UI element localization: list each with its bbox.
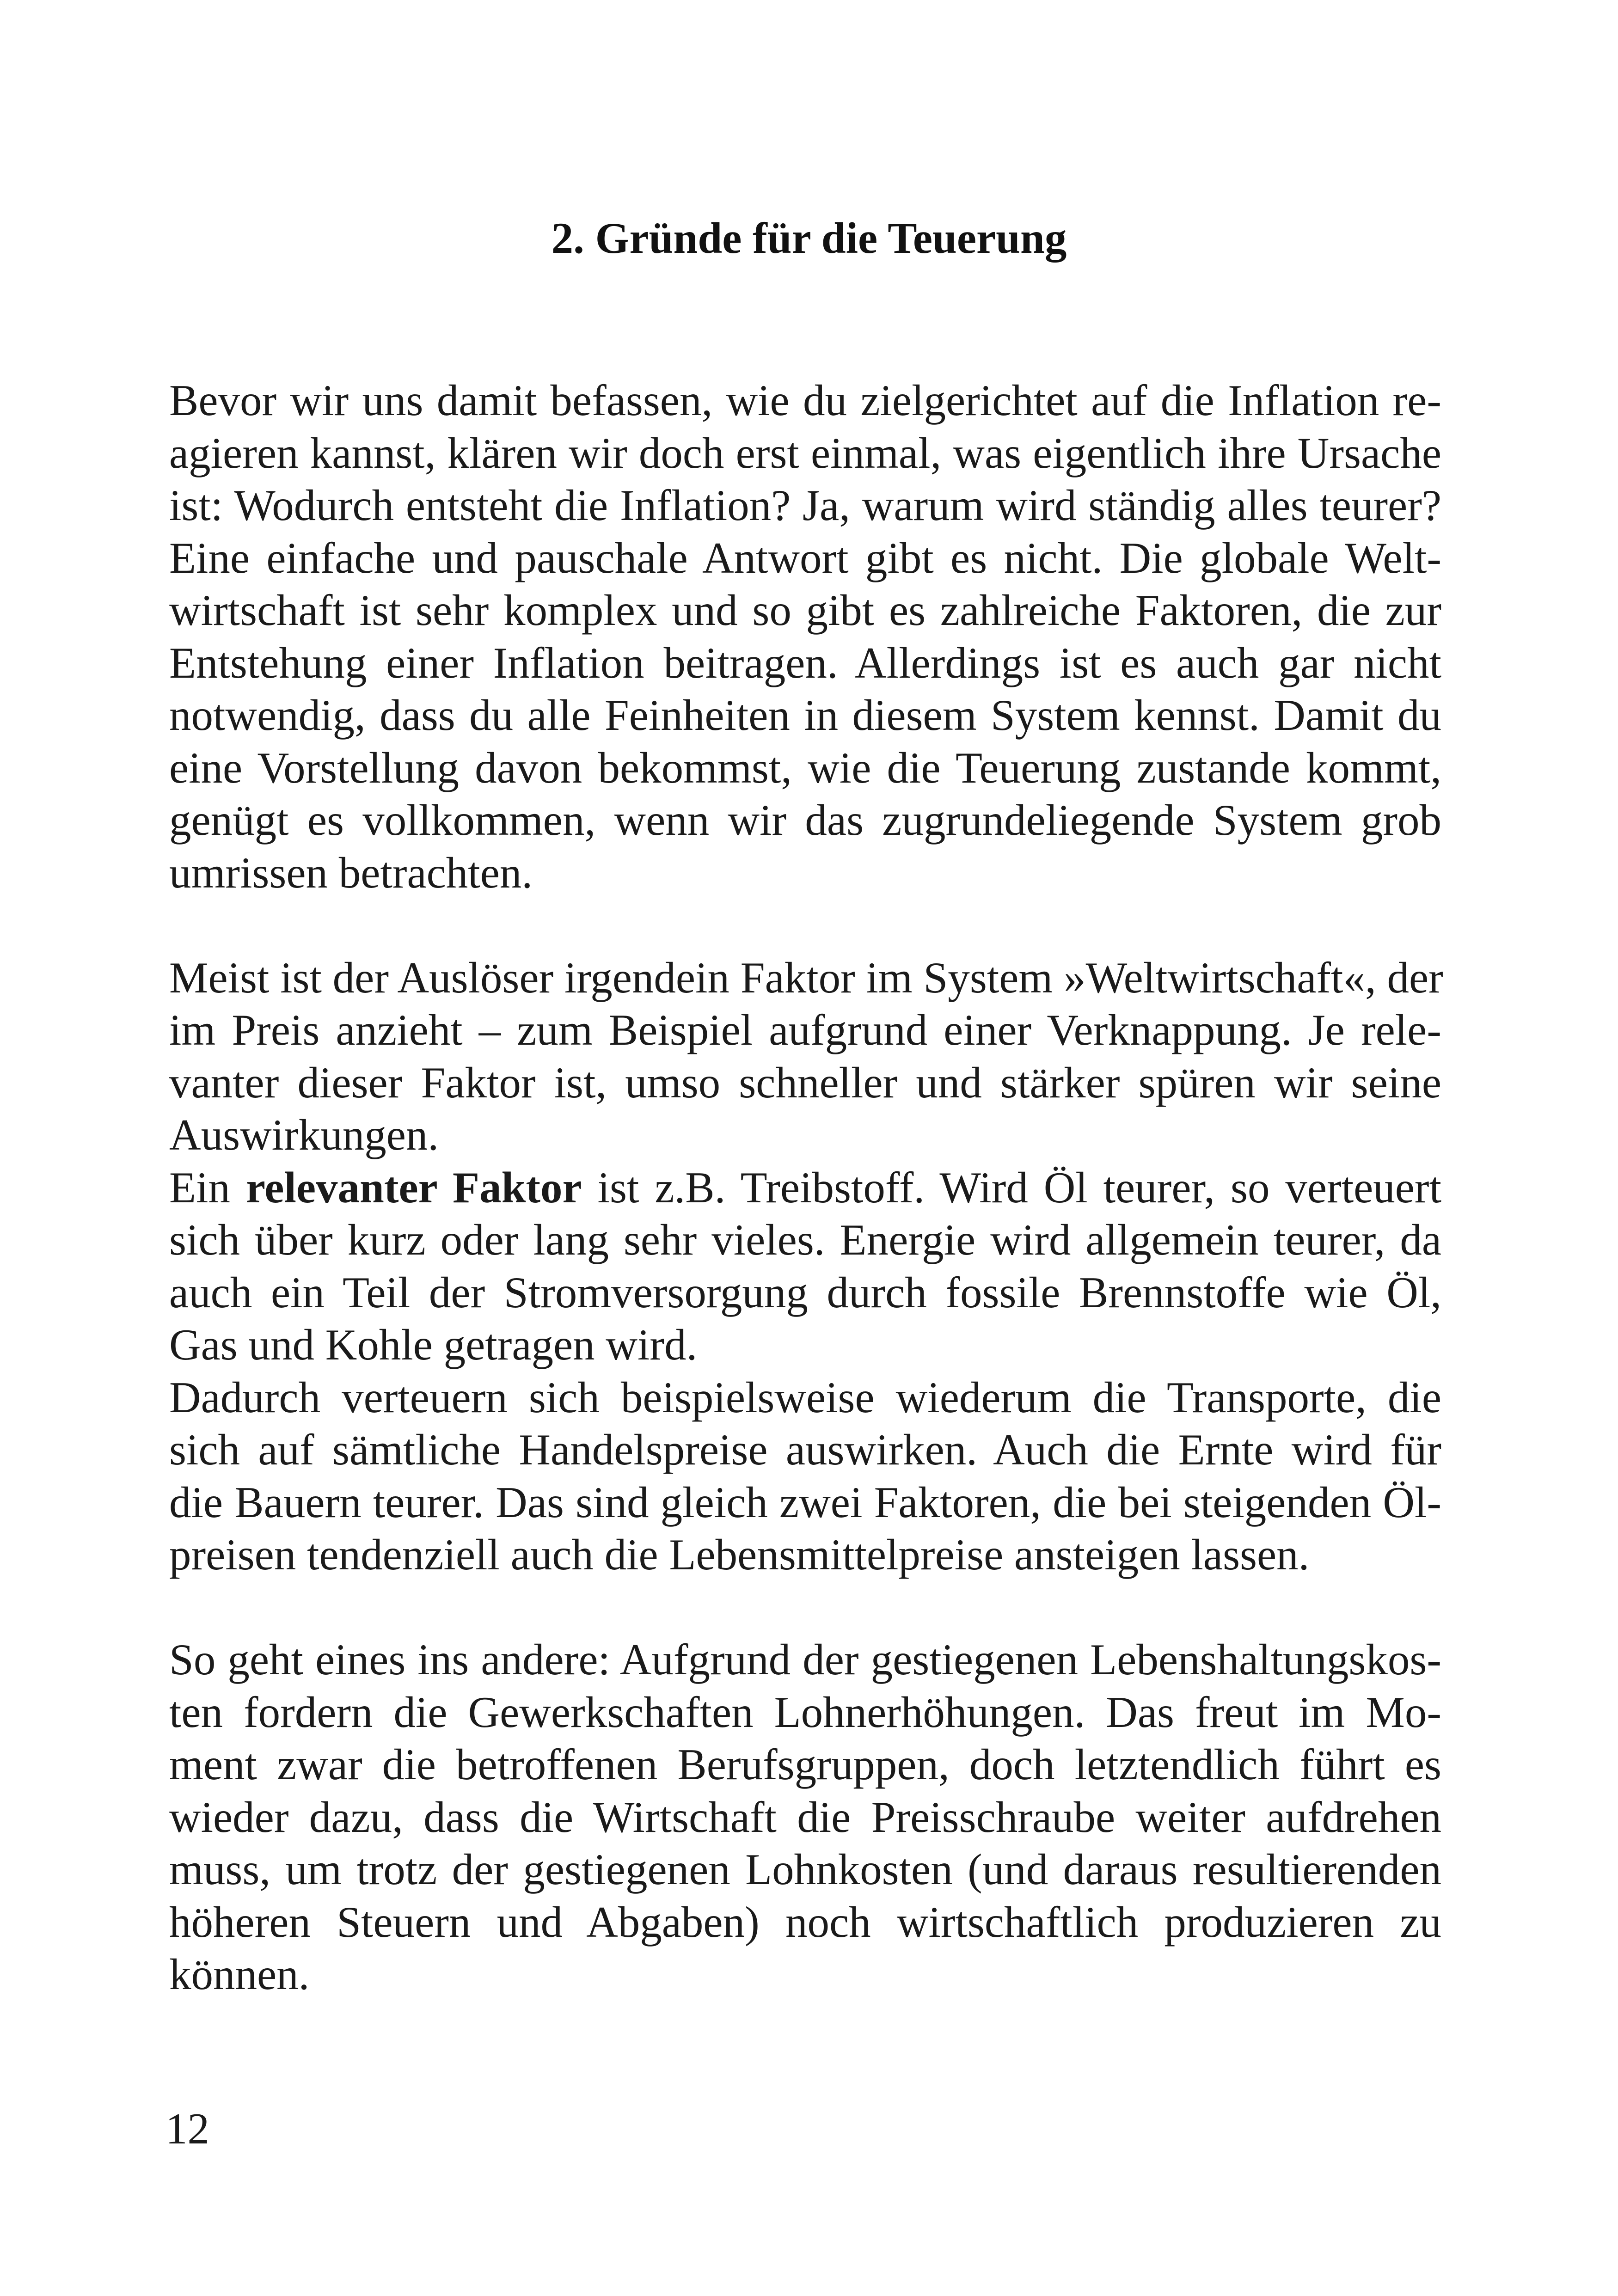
text-line: ten fordern die Gewerkschaften Lohnerhöhungen. Das freut im Mo- <box>169 1687 1441 1737</box>
text-line: wieder dazu, dass die Wirtschaft die Preisschraube weiter aufdrehen <box>169 1792 1441 1842</box>
text-line: preisen tendenziell auch die Lebensmittelpreise ansteigen lassen. <box>169 1530 1310 1579</box>
paragraph-oil-factor <box>169 952 1441 1581</box>
text-line: Bevor wir uns damit befassen, wie du zielgerichtet auf die Inflation re- <box>169 376 1441 425</box>
text-line: agieren kannst, klären wir doch erst einmal, was eigentlich ihre Ursache <box>169 428 1441 478</box>
text-line: eine Vorstellung davon bekommst, wie die Teuerung zustande kommt, <box>169 743 1441 792</box>
page-number: 12 <box>165 2104 209 2153</box>
text-line: ment zwar die betroffenen Berufsgruppen, doch letztendlich führt es <box>169 1740 1441 1789</box>
bold-term: relevanter Faktor <box>245 1163 582 1212</box>
text-line: Meist ist der Auslöser irgendein Faktor im System »Weltwirtschaft«, der <box>169 953 1443 1002</box>
text-run: ist z.B. Treibstoff. Wird Öl teurer, so verteuert <box>582 1163 1441 1212</box>
text-line: notwendig, dass du alle Feinheiten in diesem System kennst. Damit du <box>169 691 1441 740</box>
paragraph-gap <box>169 1581 1441 1634</box>
paragraph-gap <box>169 899 1441 952</box>
text-line: können. <box>169 1950 310 1999</box>
text-line: die Bauern teurer. Das sind gleich zwei Faktoren, die bei steigenden Öl- <box>169 1477 1441 1527</box>
text-line: So geht eines ins andere: Aufgrund der gestiegenen Lebenshaltungskos- <box>169 1635 1441 1684</box>
text-line: ist: Wodurch entsteht die Inflation? Ja, warum wird ständig alles teurer? <box>169 481 1441 530</box>
text-line: Dadurch verteuern sich beispielsweise wiederum die Transporte, die <box>169 1372 1441 1422</box>
body-text <box>169 374 1441 2001</box>
text-run: Ein <box>169 1163 246 1212</box>
text-line: wirtschaft ist sehr komplex und so gibt es zahlreiche Faktoren, die zur <box>169 586 1441 635</box>
text-line: Gas und Kohle getragen wird. <box>169 1320 698 1369</box>
text-line: muss, um trotz der gestiegenen Lohnkosten (und daraus resultierenden <box>169 1845 1441 1894</box>
text-line: auch ein Teil der Stromversorgung durch fossile Brennstoffe wie Öl, <box>169 1267 1441 1317</box>
text-line: Entstehung einer Inflation beitragen. Allerdings ist es auch gar nicht <box>169 638 1441 687</box>
text-line: Auswirkungen. <box>169 1110 439 1159</box>
chapter-heading: 2. Gründe für die Teuerung <box>551 214 1067 263</box>
text-line: sich auf sämtliche Handelspreise auswirken. Auch die Ernte wird für <box>169 1425 1441 1474</box>
text-line: im Preis anzieht – zum Beispiel aufgrund einer Verknappung. Je rele- <box>169 1005 1441 1054</box>
text-line: sich über kurz oder lang sehr vieles. Energie wird allgemein teurer, da <box>169 1215 1441 1264</box>
paragraph-causes-intro <box>169 374 1441 899</box>
text-line: Eine einfache und pauschale Antwort gibt es nicht. Die globale Welt- <box>169 533 1441 582</box>
paragraph-wage-spiral <box>169 1634 1441 2001</box>
text-line: vanter dieser Faktor ist, umso schneller und stärker spüren wir seine <box>169 1058 1441 1107</box>
text-line: umrissen betrachten. <box>169 848 533 897</box>
text-line: höheren Steuern und Abgaben) noch wirtschaftlich produzieren zu <box>169 1897 1441 1947</box>
text-line: genügt es vollkommen, wenn wir das zugrundeliegende System grob <box>169 796 1441 845</box>
text-line-with-emphasis <box>169 1162 1441 1214</box>
